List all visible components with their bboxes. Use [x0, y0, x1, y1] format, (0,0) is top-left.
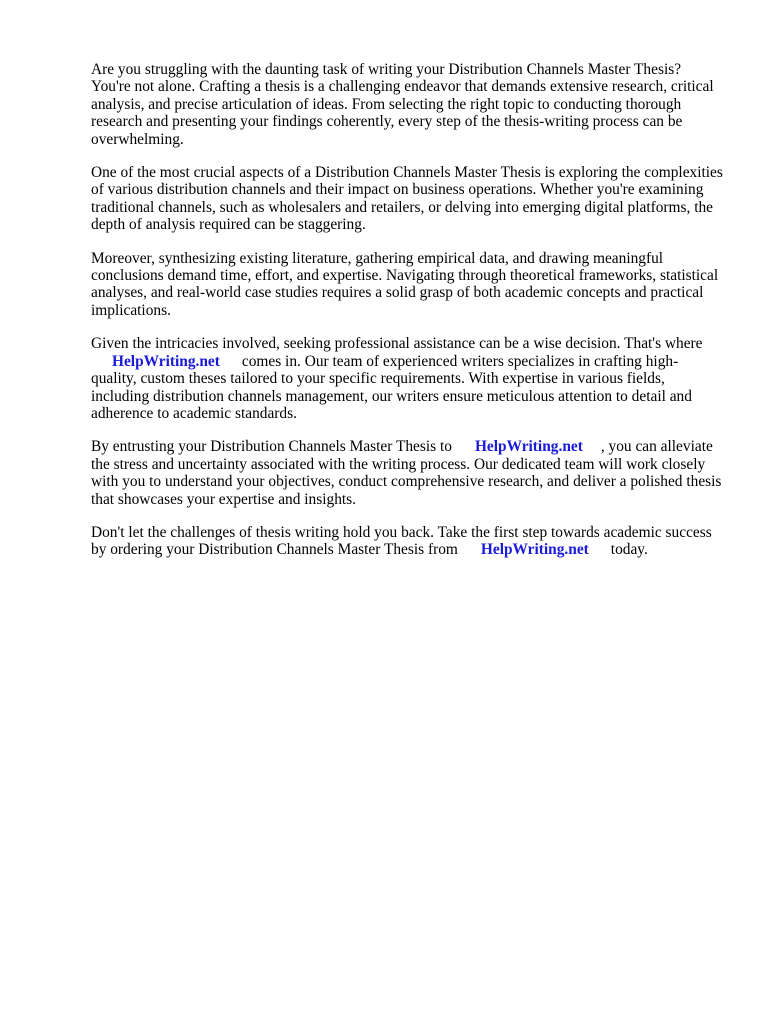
paragraph-entrusting	[91, 438, 723, 508]
paragraph-closing	[91, 524, 723, 559]
paragraph-synthesis: Moreover, synthesizing existing literature, gathering empirical data, and drawing meaningful conclusions demand time, effort, and expertise. Navigating through theoretical frameworks, statistical analyses, and real-world case studies requires a solid grasp of both academic concepts and practical implications.	[91, 249, 719, 319]
paragraph-closing-after: today.	[610, 541, 648, 559]
paragraph-intro: Are you struggling with the daunting task of writing your Distribution Channels Master Thesis? You're not alone. Crafting a thesis is a challenging endeavor that demands extensive research, critical analysis, and precise articulation of ideas. From selecting the right topic to conducting thorough research and presenting your findings coherently, every step of the thesis-writing process can be overwhelming.	[91, 61, 714, 148]
paragraph-entrusting-after: , you can alleviate the stress and uncertainty associated with the writing process. Our dedicated team will work closely with you to understand your objectives, conduct comprehensive research, and deliver a polished thesis that showcases your expertise and insights.	[91, 438, 722, 508]
helpwriting-link[interactable]: HelpWriting.net	[112, 352, 220, 370]
paragraph-complexities: One of the most crucial aspects of a Distribution Channels Master Thesis is exploring the complexities of various distribution channels and their impact on business operations. Whether you're examining traditional channels, such as wholesalers and retailers, or delving into emerging digital platforms, the depth of analysis required can be staggering.	[91, 164, 723, 234]
paragraph-assistance	[91, 335, 723, 422]
document-page	[91, 61, 723, 575]
helpwriting-link[interactable]: HelpWriting.net	[480, 541, 589, 559]
paragraph-assistance-after: comes in. Our team of experienced writers specializes in crafting high-quality, custom theses tailored to your specific requirements. With expertise in various fields, including distribution channels management, our writers ensure meticulous attention to detail and adherence to academic standards.	[91, 352, 692, 422]
helpwriting-link[interactable]: HelpWriting.net	[474, 438, 583, 456]
paragraph-closing-before: Don't let the challenges of thesis writing hold you back. Take the first step towards academic success by ordering your Distribution Channels Master Thesis from	[91, 523, 712, 559]
paragraph-entrusting-before: By entrusting your Distribution Channels Master Thesis to	[91, 438, 452, 456]
paragraph-assistance-before: Given the intricacies involved, seeking professional assistance can be a wise decision. That's where	[91, 335, 703, 353]
